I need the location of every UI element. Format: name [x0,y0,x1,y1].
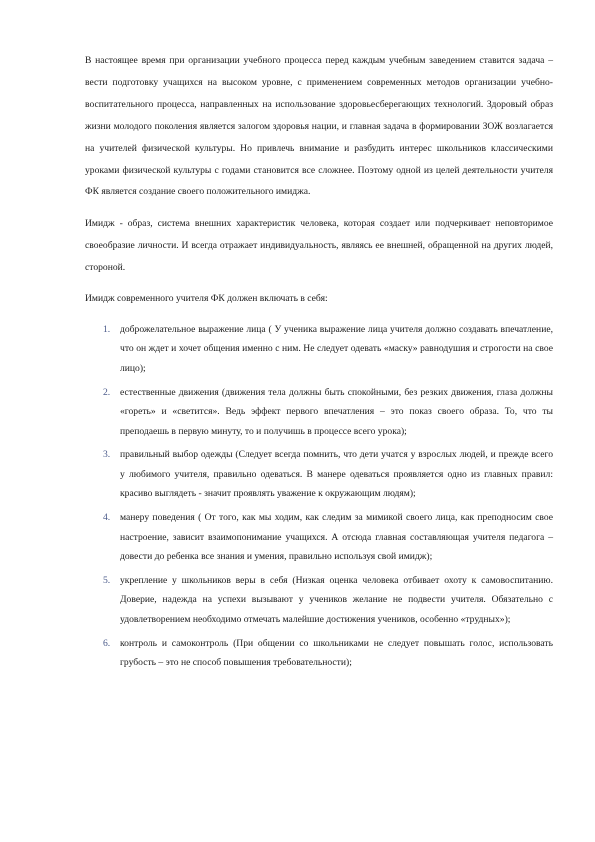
list-item-number: 6. [103,637,111,649]
paragraph-intro: В настоящее время при организации учебного процесса перед каждым учебным заведением ставится задача – вести подготовку учащихся на высоком уровне, с применением современных методов организации учебно-воспитательного процесса, направленных на использование здоровьесберегающих технологий. Здоровый образ жизни молодого поколения является залогом здоровья нации, и главная задача в формировании ЗОЖ возлагается на учителей физической культуры. Но привлечь внимание и разбудить интерес школьников классическими уроками физической культуры с годами становится все сложнее. Поэтому одной из целей деятельности учителя ФК является создание своего положительного имиджа. [85,55,553,198]
image-components-list [85,320,553,673]
list-item-number: 5. [103,574,111,586]
list-item [85,571,553,630]
list-item-number: 4. [103,512,111,524]
list-item-text: доброжелательное выражение лица ( У ученика выражение лица учителя должно создавать впечатление, что он ждет и хочет общения именно с ним. Не следует одевать «маску» равнодушия и строгости на свое лицо); [120,323,553,374]
list-item [85,634,553,673]
list-item-number: 1. [103,323,111,335]
list-item-text: манеру поведения ( От того, как мы ходим, как следим за мимикой своего лица, как преподносим свое настроение, зависит взаимопонимание учащихся. А отсюда главная составляющая учителя педагога – довести до ребенка все знания и умения, правильно используя свой имидж); [120,512,553,563]
list-item-text: контроль и самоконтроль (При общении со школьниками не следует повышать голос, использовать грубость – это не способ повышения требовательности); [120,637,553,669]
list-item-text: естественные движения (движения тела должны быть спокойными, без резких движения, глаза должны «гореть» и «светится». Ведь эффект первого впечатления – это показ своего образа. То, что ты преподаешь в первую минуту, то и получишь в процессе всего урока); [120,386,553,437]
list-item [85,445,553,504]
list-item-number: 2. [103,386,111,398]
list-item-text: правильный выбор одежды (Следует всегда помнить, что дети учатся у взрослых людей, и прежде всего у любимого учителя, правильно одеваться. В манере одеваться проявляется одно из главных правил: красиво выглядеть - значит проявлять уважение к окружающим людям); [120,449,553,500]
list-item [85,508,553,567]
list-item-text: укрепление у школьников веры в себя (Низкая оценка человека отбивает охоту к самовоспитанию. Доверие, надежда на успехи вызывают у учеников желание не подвести учителя. Обязательно с удовлетворением необходимо отмечать малейшие достижения учеников, особенно «трудных»); [120,574,553,626]
paragraph-list-heading: Имидж современного учителя ФК должен включать в себя: [85,293,328,305]
list-item-number: 3. [103,449,111,461]
paragraph-image-definition: Имидж - образ, система внешних характеристик человека, которая создает или подчеркивает неповторимое своеобразие личности. И всегда отражает индивидуальность, являясь ее внешней, обращенной на других людей, стороной. [85,218,553,273]
document-page [85,50,553,677]
list-item [85,320,553,379]
list-item [85,383,553,442]
